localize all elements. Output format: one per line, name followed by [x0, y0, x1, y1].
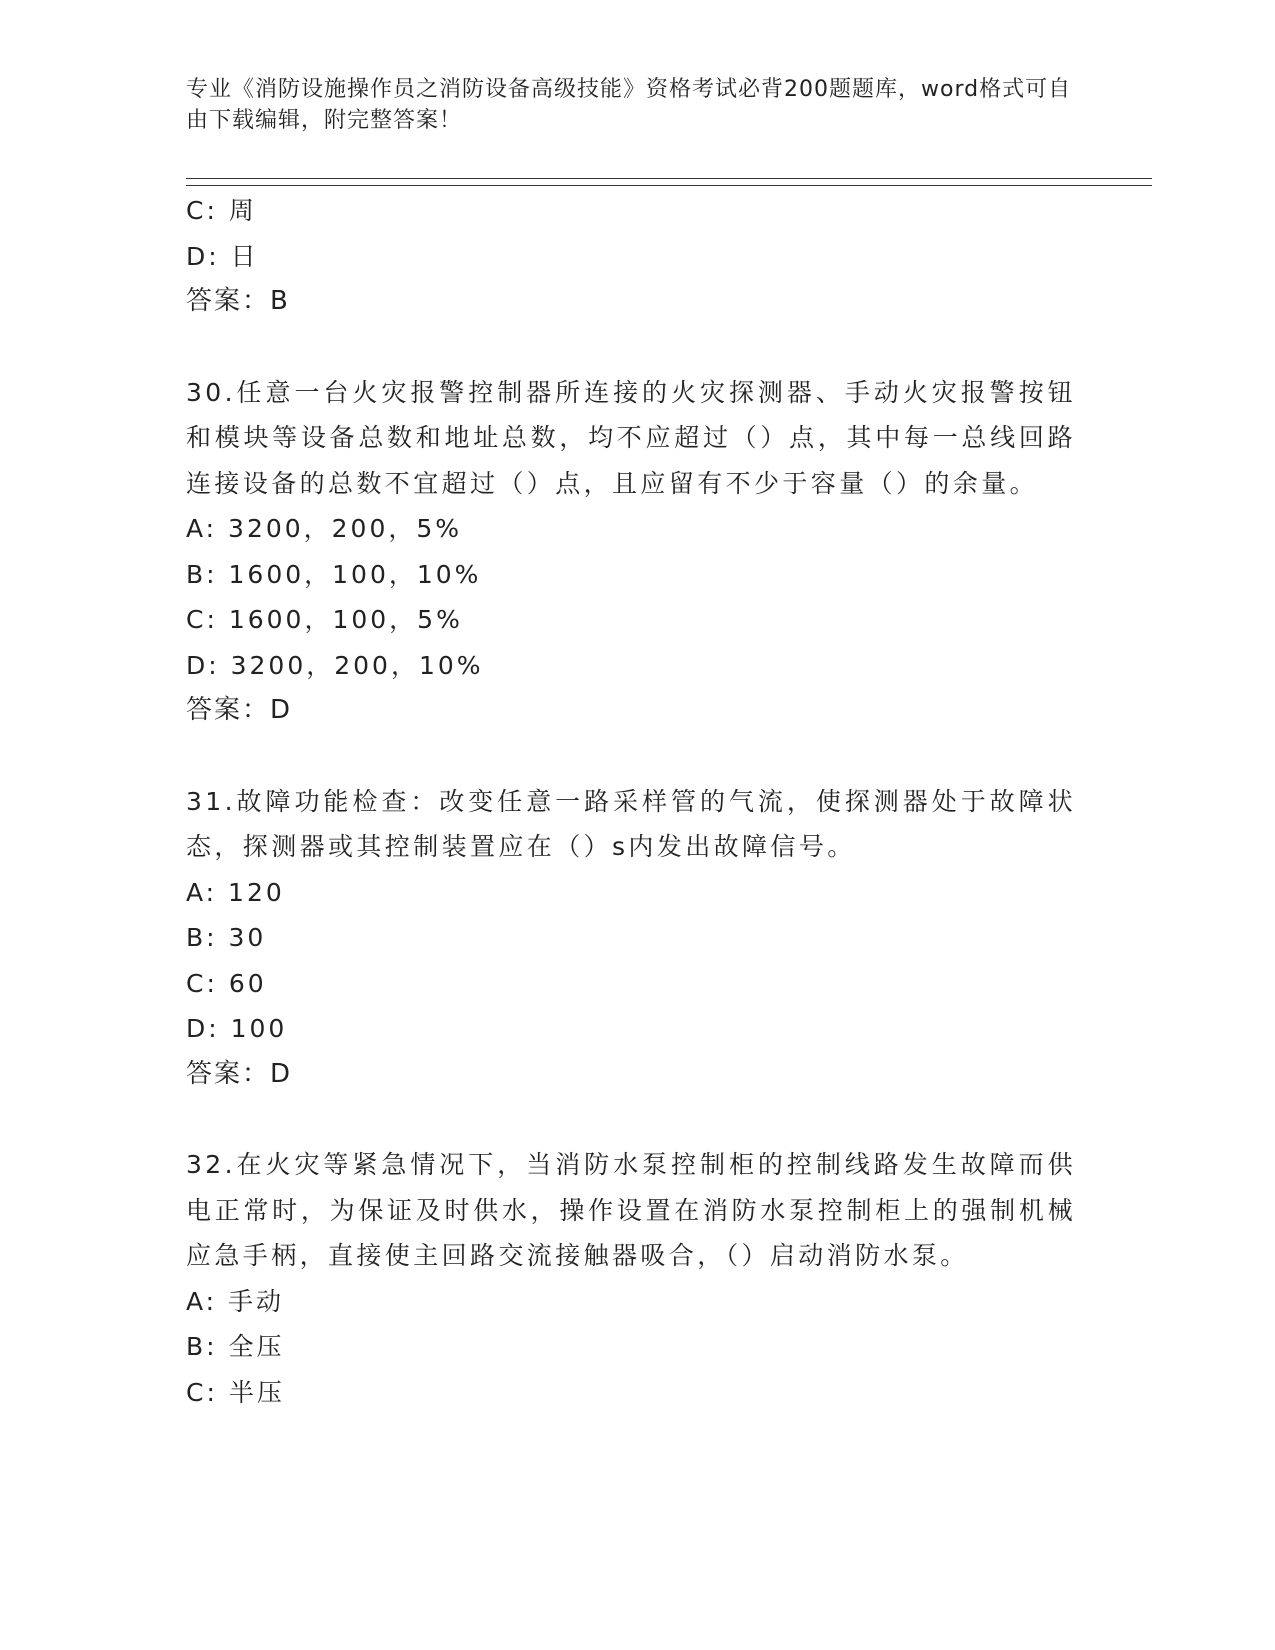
- option-c: C: 60: [186, 968, 267, 998]
- option-b: B: 1600，100，10%: [186, 559, 482, 589]
- question-text: 32.在火灾等紧急情况下，当消防水泵控制柜的控制线路发生故障而供电正常时，为保证及时供水，操作设置在消防水泵控制柜上的强制机械应急手柄，直接使主回路交流接触器吸合，（）启动消防水泵。: [186, 1150, 1076, 1270]
- option-b: B: 30: [186, 923, 267, 952]
- question-30: [186, 370, 1076, 734]
- question-text: 31.故障功能检查：改变任意一路采样管的气流，使探测器处于故障状态，探测器或其控制装置应在（）s内发出故障信号。: [186, 786, 1076, 861]
- answer-label: 答案：D: [186, 695, 293, 725]
- prev-question-tail: [186, 188, 1076, 325]
- question-31: [186, 779, 1076, 1098]
- option-a: A: 手动: [186, 1286, 285, 1316]
- spacer: [186, 325, 1076, 370]
- option-d: D: 100: [186, 1014, 288, 1043]
- page-header: 专业《消防设施操作员之消防设备高级技能》资格考试必背200题题库，word格式可自由下载编辑，附完整答案！: [186, 77, 1072, 133]
- document-body: [186, 188, 1076, 1415]
- question-text: 30.任意一台火灾报警控制器所连接的火灾探测器、手动火灾报警按钮和模块等设备总数和地址总数，均不应超过（）点，其中每一总线回路连接设备的总数不宜超过（）点，且应留有不少于容量（）的余量。: [186, 377, 1076, 498]
- option-c: C: 1600，100，5%: [186, 605, 463, 634]
- option-d: D: 3200，200，10%: [186, 650, 484, 680]
- spacer: [186, 734, 1076, 779]
- option-c: C: 半压: [186, 1377, 285, 1407]
- option-c: C: 周: [186, 196, 257, 225]
- option-b: B: 全压: [186, 1332, 285, 1361]
- answer-label: 答案：B: [186, 286, 290, 316]
- header-divider: [186, 178, 1152, 186]
- spacer: [186, 1097, 1076, 1142]
- answer-label: 答案：D: [186, 1058, 293, 1089]
- option-a: A: 120: [186, 877, 285, 907]
- question-32: [186, 1142, 1076, 1415]
- option-d: D: 日: [186, 241, 259, 271]
- option-a: A: 3200，200，5%: [186, 514, 463, 543]
